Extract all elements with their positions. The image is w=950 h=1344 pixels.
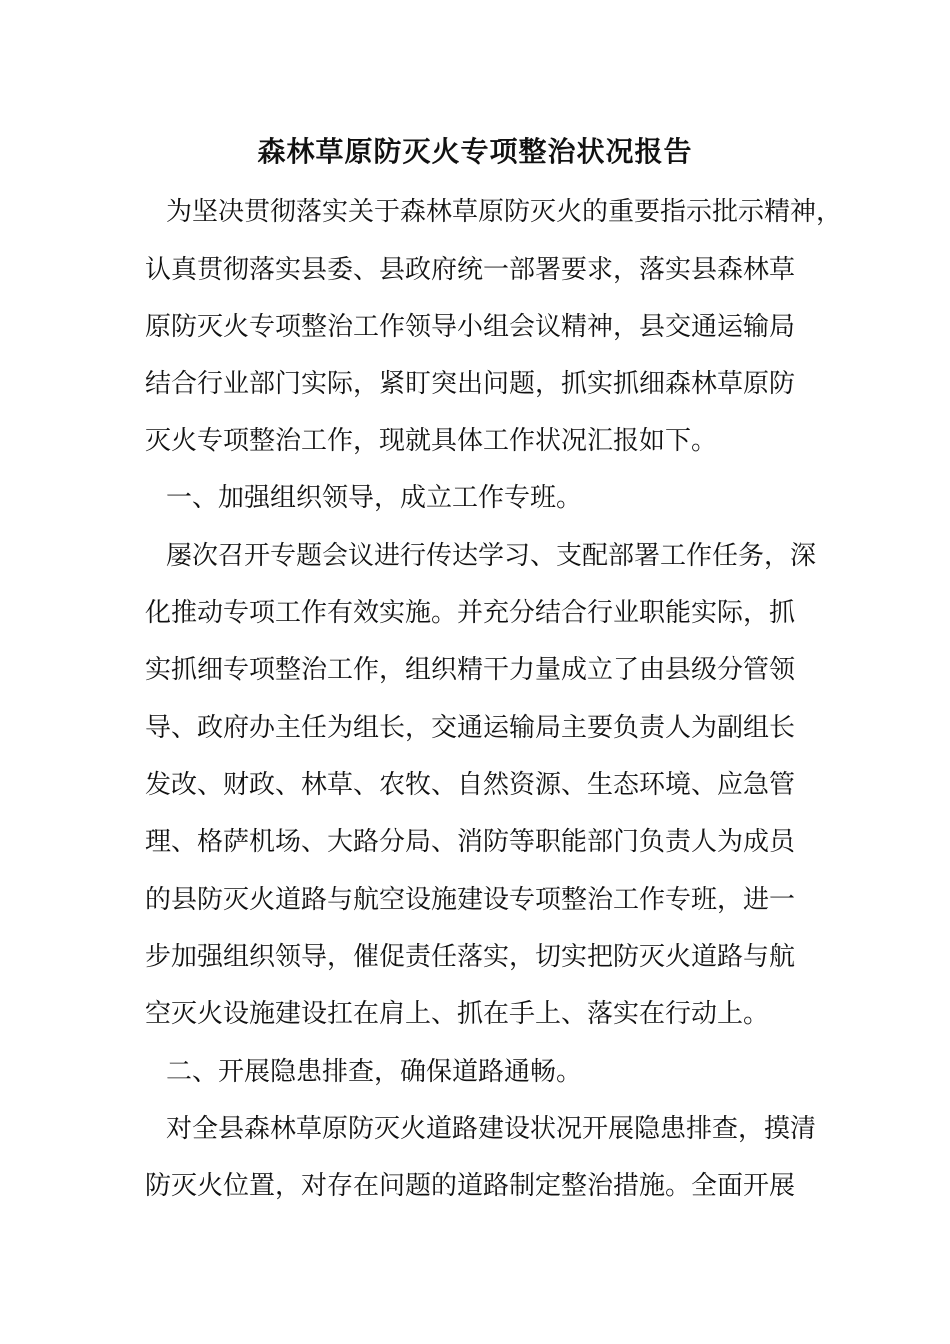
paragraph-2-line-7: 的县防灭火道路与航空设施建设专项整治工作专班，进一 xyxy=(145,885,796,915)
paragraph-1-line-3: 原防灭火专项整治工作领导小组会议精神，县交通运输局 xyxy=(145,312,796,342)
paragraph-3-line-2: 防灭火位置，对存在问题的道路制定整治措施。全面开展 xyxy=(145,1171,796,1201)
section-heading-2: 二、开展隐患排查，确保道路通畅。 xyxy=(166,1057,583,1087)
paragraph-2-line-3: 实抓细专项整治工作，组织精干力量成立了由县级分管领 xyxy=(145,655,796,685)
paragraph-2-line-5: 发改、财政、林草、农牧、自然资源、生态环境、应急管 xyxy=(145,770,796,800)
paragraph-2-line-9: 空灭火设施建设扛在肩上、抓在手上、落实在行动上。 xyxy=(145,999,770,1029)
paragraph-3-line-1: 对全县森林草原防灭火道路建设状况开展隐患排查，摸清 xyxy=(166,1114,817,1144)
paragraph-1-line-2: 认真贯彻落实县委、县政府统一部署要求，落实县森林草 xyxy=(145,255,796,285)
paragraph-2-line-8: 步加强组织领导，催促责任落实，切实把防灭火道路与航 xyxy=(145,942,796,972)
paragraph-1-line-1: 为坚决贯彻落实关于森林草原防灭火的重要指示批示精神， xyxy=(166,197,843,227)
paragraph-2-line-6: 理、格萨机场、大路分局、消防等职能部门负责人为成员 xyxy=(145,827,796,857)
section-heading-1: 一、加强组织领导，成立工作专班。 xyxy=(166,483,583,513)
paragraph-2-line-1: 屡次召开专题会议进行传达学习、支配部署工作任务，深 xyxy=(166,541,817,571)
paragraph-1-line-5: 灭火专项整治工作，现就具体工作状况汇报如下。 xyxy=(145,426,718,456)
paragraph-2-line-2: 化推动专项工作有效实施。并充分结合行业职能实际，抓 xyxy=(145,598,796,628)
paragraph-1-line-4: 结合行业部门实际，紧盯突出问题，抓实抓细森林草原防 xyxy=(145,369,796,399)
document-title: 森林草原防灭火专项整治状况报告 xyxy=(257,135,693,168)
paragraph-2-line-4: 导、政府办主任为组长，交通运输局主要负责人为副组长 xyxy=(145,713,796,743)
